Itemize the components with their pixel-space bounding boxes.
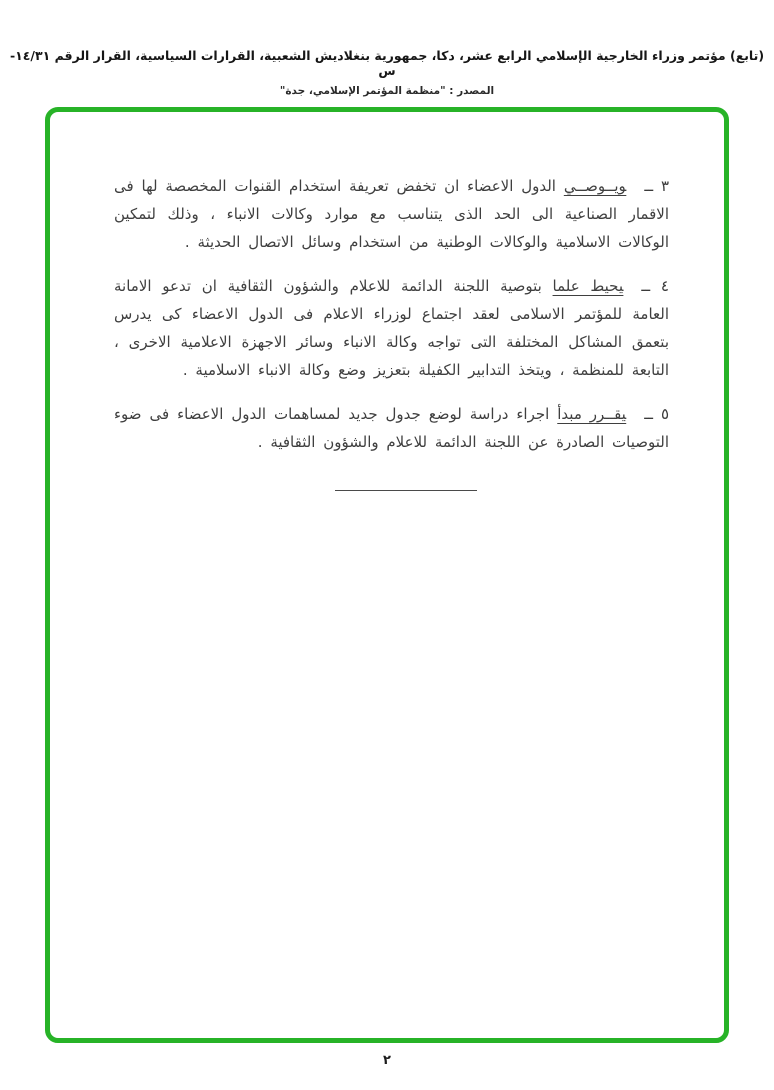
resolution-item-3 (114, 172, 669, 256)
item-text: بتوصية اللجنة الدائمة للاعلام والشؤون الثقافية ان تدعو الامانة العامة للمؤتمر الاسلامى لعقد اجتماع لوزراء الاعلام فى الدول الاعضاء كى يدرس بتعمق المشاكل المختلفة التى تواجه وكالة الانباء وسائر الاجهزة الاعلامية الاخرى ، التابعة للمنظمة ، ويتخذ التدابير الكفيلة بتعزيز وضع وكالة الانباء الاسلامية . (114, 277, 669, 379)
resolution-item-5 (114, 400, 669, 456)
item-number: ٣ ــ (644, 177, 669, 195)
item-lead: ويــوصــي (563, 177, 627, 195)
item-text: الدول الاعضاء ان تخفض تعريفة استخدام القنوات المخصصة لها فى الاقمار الصناعية الى الحد الذى يتناسب مع موارد وكالات الانباء ، وذلك لتمكين الوكالات الاسلامية والوكالات الوطنية من استخدام وسائل الاتصال الحديثة . (114, 177, 669, 251)
divider-line (335, 490, 477, 491)
document-body (114, 172, 669, 491)
item-lead: يقــرر مبدأ (557, 405, 627, 423)
document-header (0, 48, 774, 97)
item-number: ٤ ــ (641, 277, 669, 295)
item-number: ٥ ــ (644, 405, 670, 423)
header-line-2: المصدر : "منظمة المؤتمر الإسلامي، جدة" (279, 85, 495, 97)
header-line-1: (تابع) مؤتمر وزراء الخارجية الإسلامي الرابع عشر، دكا، جمهورية بنغلاديش الشعبية، القرارات السياسية، القرار الرقم ١٤/٣١- س (9, 48, 765, 78)
item-text: اجراء دراسة لوضع جدول جديد لمساهمات الدول الاعضاء فى ضوء التوصيات الصادرة عن اللجنة الدائمة للاعلام والشؤون الثقافية . (114, 405, 669, 451)
green-border-frame (45, 107, 729, 1043)
resolution-item-4 (114, 272, 669, 384)
page-number: ٢ (383, 1053, 391, 1068)
item-lead: يحيط علما (552, 277, 624, 295)
